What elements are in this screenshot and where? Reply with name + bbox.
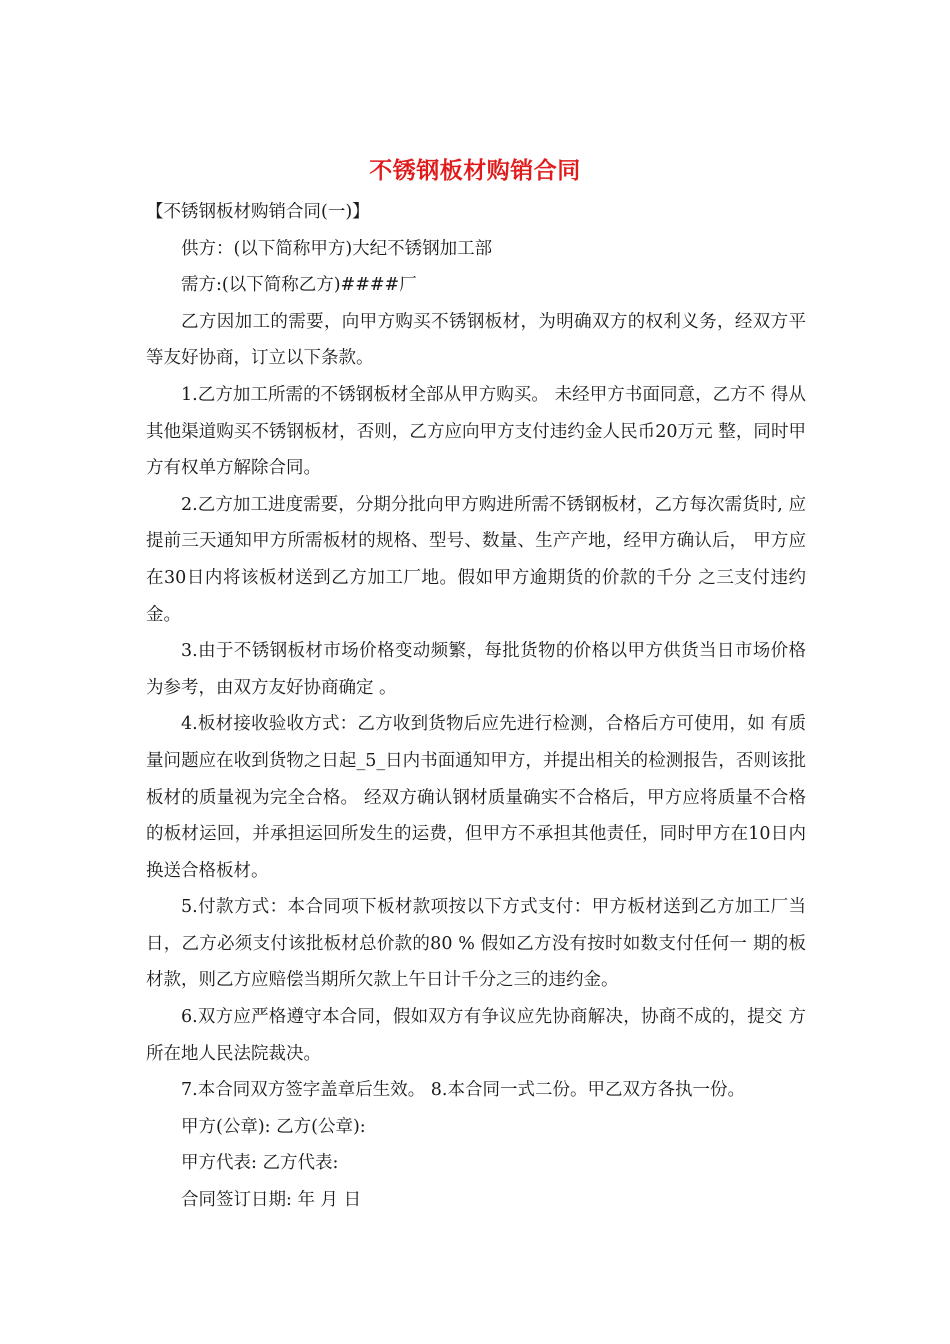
clause-2: 2.乙方加工进度需要，分期分批向甲方购进所需不锈钢板材，乙方每次需货时, 应提前三天通知甲方所需板材的规格、型号、数量、生产产地，经甲方确认后， 甲方应在30日内将该板材送到乙方加工厂地。假如甲方逾期货的价款的千分 之三支付违约金。 [146,494,806,625]
representative-line: 甲方代表: 乙方代表: [181,1153,339,1174]
contract-subheading: 【不锈钢板材购销合同(一)】 [146,202,370,222]
document-title: 不锈钢板材购销合同 [369,158,581,184]
document-body [146,194,806,1219]
clause-7-8: 7.本合同双方签字盖章后生效。 8.本合同一式二份。甲乙双方各执一份。 [181,1080,745,1101]
clause-1: 1.乙方加工所需的不锈钢板材全部从甲方购买。 未经甲方书面同意，乙方不 得从其他渠道购买不锈钢板材，否则，乙方应向甲方支付违约金人民币20万元 整，同时甲方有权单方解除合同。 [146,384,806,479]
clause-5: 5.付款方式：本合同项下板材款项按以下方式支付：甲方板材送到乙方加工厂当日，乙方必须支付该批板材总价款的80 % 假如乙方没有按时如数支付任何一 期的板材款，则乙方应赔偿当期所欠款上午日计千分之三的违约金。 [146,897,806,991]
supplier-line: 供方：(以下简称甲方)大纪不锈钢加工部 [181,238,493,259]
clause-4: 4.板材接收验收方式：乙方收到货物后应先进行检测，合格后方可使用，如 有质量问题应在收到货物之日起_5_日内书面通知甲方，并提出相关的检测报告，否则该批板材的质量视为完全合格。 经双方确认钢材质量确实不合格后，甲方应将质量不合格的板材运回，并承担运回所发生的运费，但甲方不承担其他责任，同时甲方在10日内换送合格板材。 [146,714,806,881]
signing-date-line: 合同签订日期: 年 月 日 [181,1190,362,1211]
preamble-paragraph: 乙方因加工的需要，向甲方购买不锈钢板材，为明确双方的权利义务，经双方平等友好协商，订立以下条款。 [146,311,806,369]
clause-6: 6.双方应严格遵守本合同，假如双方有争议应先协商解决，协商不成的，提交 方所在地人民法院裁决。 [146,1007,806,1064]
clause-3: 3.由于不锈钢板材市场价格变动频繁，每批货物的价格以甲方供货当日市场价格为参考，由双方友好协商确定 。 [146,641,806,698]
buyer-line: 需方:(以下简称乙方)####厂 [181,275,417,296]
seal-line: 甲方(公章): 乙方(公章): [181,1116,366,1137]
